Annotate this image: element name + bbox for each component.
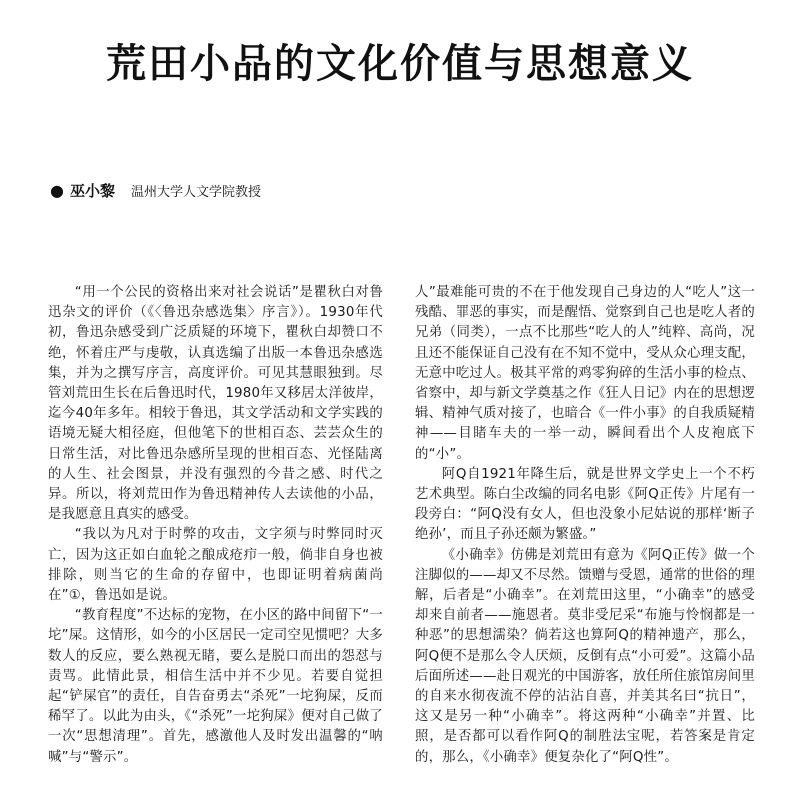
- paragraph: “我以为凡对于时弊的攻击，文字须与时弊同时灭亡，因为这正如白血轮之酿成疮疖一般，倘非自身也被排除，则当它的生命的存留中，也即证明着病菌尚在”①，鲁迅如是说。: [48, 527, 383, 604]
- author-name: 巫小黎: [69, 182, 115, 200]
- article-title: 荒田小品的文化价值与思想意义: [106, 40, 694, 87]
- paragraph: 《小确幸》仿佛是刘荒田有意为《阿Q正传》做一个注脚似的——却又不尽然。馈赠与受恩，通常的世俗的理解，后者是“小确幸”。在刘荒田这里，“小确幸”的感受却来自前者——施恩者。莫非受尼采“布施与怜悯都是一种恶”的思想濡染？倘若这也算阿Q的精神遗产，那么，阿Q便不是那么令人厌烦，反倒有点“小可爱”。这篇小品后面所述——赴日观光的中国游客，放任所住旅馆房间里的自来水彻夜流不停的沾沾自喜，并美其名曰“抗日”，这又是另一种“小确幸”。将这两种“小确幸”并置、比照，是否都可以看作阿Q的制胜法宝呢，若答案是肯定的，那么，《小确幸》便复杂化了“阿Q性”。: [415, 547, 755, 765]
- bullet-icon: ●: [50, 181, 64, 200]
- paragraph: “教育程度”不达标的宠物，在小区的路中间留下“一坨”屎。这情形，如今的小区居民一定司空见惯吧？大多数人的反应，要么熟视无睹，要么是脱口而出的怨怼与责骂。此情此景，相信生活中并不少见。若要自觉担起“铲屎官”的责任，自告奋勇去“杀死”一坨狗屎，反而稀罕了。以此为由头，《“杀死”一坨狗屎》便对自己做了一次“思想清理”。首先，感激他人及时发出温馨的“呐喊”与“警示”。: [48, 608, 383, 765]
- paragraph: 阿Q自1921年降生后，就是世界文学史上一个不朽艺术典型。陈白尘改编的同名电影《阿Q正传》片尾有一段旁白：“阿Q没有女人，但也没象小尼姑说的那样‘断子绝孙’，而且子孙还颇为繁盛。”: [415, 466, 755, 543]
- author-affiliation: 温州大学人文学院教授: [130, 185, 261, 200]
- left-column: [48, 283, 383, 768]
- byline: [50, 180, 261, 201]
- paragraph: “用一个公民的资格出来对社会说话”是瞿秋白对鲁迅杂文的评价（《〈鲁迅杂感选集〉序言》）。1930年代初，鲁迅杂感受到广泛质疑的环境下，瞿秋白却赞口不绝，怀着庄严与虔敬，认真选编了出版一本鲁迅杂感选集，并为之撰写序言，高度评价。可见其慧眼独到。尽管刘荒田生长在后鲁迅时代，1980年又移居太洋彼岸，迄今40年多年。相较于鲁迅，其文学活动和文学实践的语境无疑大相径庭，但他笔下的世相百态、芸芸众生的日常生活，对比鲁迅杂感所呈现的世相百态、光怪陆离的人生、社会图景，并没有强烈的今昔之感、时代之异。所以，将刘荒田作为鲁迅精神传人去读他的小品，是我愿意且真实的感受。: [48, 285, 383, 523]
- paragraph: 人”最难能可贵的不在于他发现自己身边的人“吃人”这一残酷、罪恶的事实，而是醒悟、觉察到自己也是吃人者的兄弟（同类），一点不比那些“吃人的人”纯粹、高尚，况且还不能保证自己没有在不知不觉中，受从众心理支配，无意中吃过人。极其平常的鸡零狗碎的生活小事的检点、省察中，却与新文学奠基之作《狂人日记》内在的思想逻辑、精神气质对接了，也暗合《一件小事》的自我质疑精神——目睹车夫的一举一动，瞬间看出个人皮袍底下的“小”。: [415, 285, 755, 462]
- right-column: [415, 283, 755, 768]
